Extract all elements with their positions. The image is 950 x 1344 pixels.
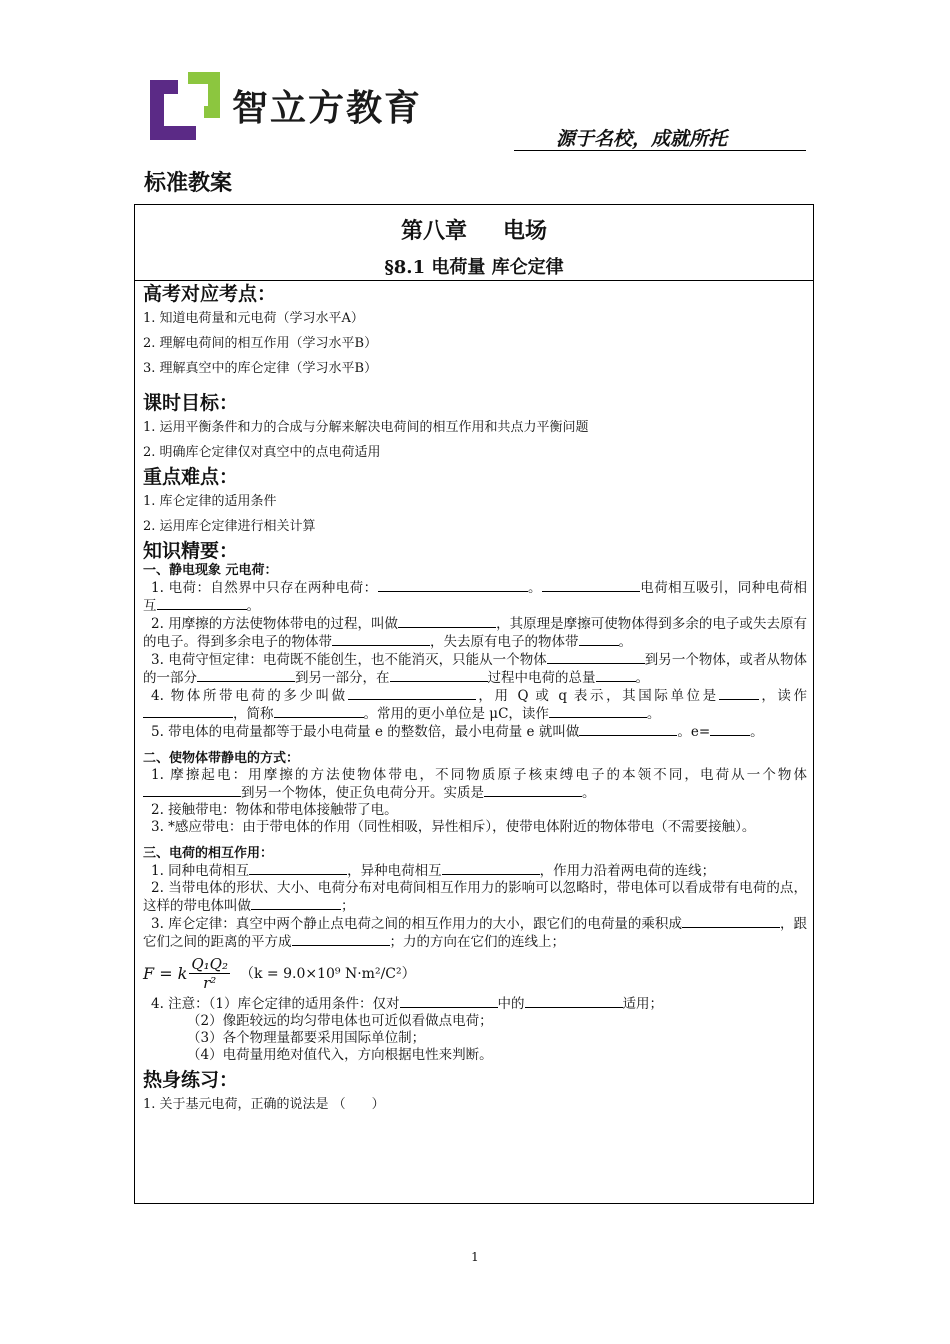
fill-blank[interactable]: [542, 579, 640, 592]
logo-purple-bracket: [150, 80, 196, 140]
warmup-question: 1. 关于基元电荷，正确的说法是 （ ）: [143, 1097, 385, 1112]
fill-blank[interactable]: [251, 897, 341, 910]
coulomb-formula: F = k $\frac{\text{Q₁Q₂}}{\text{r²}}$ （k = 9.0×10⁹ N·m²/C²）: [143, 954, 416, 992]
fill-blank[interactable]: [143, 705, 233, 718]
goal-item: 1. 运用平衡条件和力的合成与分解来解决电荷间的相互作用和共点力平衡问题: [143, 420, 589, 435]
gaokao-heading: 高考对应考点：: [143, 283, 277, 305]
fill-blank[interactable]: [274, 705, 364, 718]
goals-heading: 课时目标：: [143, 392, 239, 414]
fill-blank[interactable]: [682, 915, 780, 928]
fill-blank[interactable]: [398, 615, 496, 628]
gaokao-item: 1. 知道电荷量和元电荷（学习水平A）: [143, 311, 364, 326]
chapter-title: [135, 214, 813, 245]
knowledge-paragraph: 3. 电荷守恒定律：电荷既不能创生，也不能消灭，只能从一个物体 到另一个物体，或者从物体的一部分 到另一部分，在 过程中电荷的总量 。: [143, 652, 808, 686]
key-item: 1. 库仑定律的适用条件: [143, 494, 277, 509]
fill-blank[interactable]: [348, 687, 476, 700]
chapter-name: 电场: [503, 219, 548, 244]
fill-blank[interactable]: [710, 723, 750, 736]
knowledge-paragraph: 4. 物体所带电荷的多少叫做 ，用 Q 或 q 表示，其国际单位是 ，读作，简称 。常用的更小单位是 μC，读作 。: [143, 687, 807, 723]
knowledge-paragraph: 2. 当带电体的形状、大小、电荷分布对电荷间相互作用力的影响可以忽略时，带电体可以看成带有电荷的点，这样的带电体叫做 ；: [143, 880, 807, 914]
fill-blank[interactable]: [442, 862, 540, 875]
keys-heading: 重点难点：: [143, 466, 239, 488]
fill-blank[interactable]: [390, 669, 488, 682]
fill-blank[interactable]: [525, 995, 623, 1008]
fill-blank[interactable]: [157, 597, 247, 610]
fill-blank[interactable]: [484, 784, 582, 797]
lesson-content: [143, 282, 807, 1117]
gaokao-item: 2. 理解电荷间的相互作用（学习水平B）: [143, 336, 378, 351]
knowledge-paragraph: 5. 带电体的电荷量都等于最小电荷量 e 的整数倍，最小电荷量 e 就叫做 。e= 。: [151, 724, 764, 740]
note-item: （2）像距较远的均匀带电体也可近似看做点电荷；: [187, 1013, 493, 1029]
knowledge-paragraph: 2. 接触带电：物体和带电体接触带了电。: [151, 802, 398, 818]
fill-blank[interactable]: [249, 862, 347, 875]
knowledge-section-title: 一、静电现象 元电荷：: [143, 563, 278, 578]
note-item: （4）电荷量用绝对值代入，方向根据电性来判断。: [187, 1047, 493, 1063]
knowledge-paragraph: 1. 同种电荷相互 ，异种电荷相互 ，作用力沿着两电荷的连线；: [151, 863, 716, 879]
document-type: 标准教案: [144, 171, 233, 196]
header-divider: [514, 150, 806, 151]
title-divider: [135, 280, 813, 281]
section-title: §8.1 电荷量 库仑定律: [384, 257, 564, 278]
logo-text: 智立方教育: [232, 88, 423, 129]
warmup-heading: 热身练习：: [143, 1069, 239, 1091]
knowledge-paragraph: 3. 库仑定律：真空中两个静止点电荷之间的相互作用力的大小，跟它们的电荷量的乘积成 ，跟它们之间的距离的平方成 ；力的方向在它们的连线上；: [143, 916, 808, 950]
chapter-number: 第八章: [400, 219, 467, 244]
knowledge-paragraph: 1. 摩擦起电：用摩擦的方法使物体带电，不同物质原子核束缚电子的本领不同，电荷从一个物体到另一个物体，使正负电荷分开。实质是 。: [143, 767, 807, 802]
knowledge-section-title: 二、使物体带静电的方式：: [143, 751, 300, 766]
knowledge-paragraph: 1. 电荷：自然界中只存在两种电荷： 。 电荷相互吸引，同种电荷相互 。: [143, 580, 808, 614]
knowledge-paragraph: 3. *感应带电：由于带电体的作用（同性相吸，异性相斥），使带电体附近的物体带电（不需要接触）。: [151, 819, 756, 835]
fill-blank[interactable]: [549, 705, 647, 718]
fill-blank[interactable]: [197, 669, 295, 682]
key-item: 2. 运用库仑定律进行相关计算: [143, 519, 316, 534]
logo-green-bracket: [188, 72, 220, 118]
knowledge-paragraph: 4. 注意：（1）库仑定律的适用条件：仅对 中的 适用；: [151, 996, 664, 1012]
note-item: （3）各个物理量都要采用国际单位制；: [187, 1030, 426, 1046]
fill-blank[interactable]: [378, 579, 528, 592]
knowledge-heading: 知识精要：: [143, 540, 239, 562]
gaokao-item: 3. 理解真空中的库仑定律（学习水平B）: [143, 361, 378, 376]
fill-blank[interactable]: [332, 633, 430, 646]
slogan: 源于名校，成就所托: [556, 128, 728, 150]
knowledge-paragraph: 2. 用摩擦的方法使物体带电的过程，叫做 ，其原理是摩擦可使物体得到多余的电子或失去原有的电子。得到多余电子的物体带 ，失去原有电子的物体带 。: [143, 616, 808, 650]
fill-blank[interactable]: [719, 687, 759, 700]
fill-blank[interactable]: [400, 995, 498, 1008]
fill-blank[interactable]: [579, 723, 677, 736]
knowledge-section-title: 三、电荷的相互作用：: [143, 846, 274, 861]
fill-blank[interactable]: [596, 669, 636, 682]
fill-blank[interactable]: [579, 633, 619, 646]
fill-blank[interactable]: [143, 784, 241, 797]
goal-item: 2. 明确库仑定律仅对真空中的点电荷适用: [143, 445, 381, 460]
page-number: 1: [471, 1250, 479, 1264]
fill-blank[interactable]: [292, 933, 390, 946]
fill-blank[interactable]: [547, 651, 645, 664]
